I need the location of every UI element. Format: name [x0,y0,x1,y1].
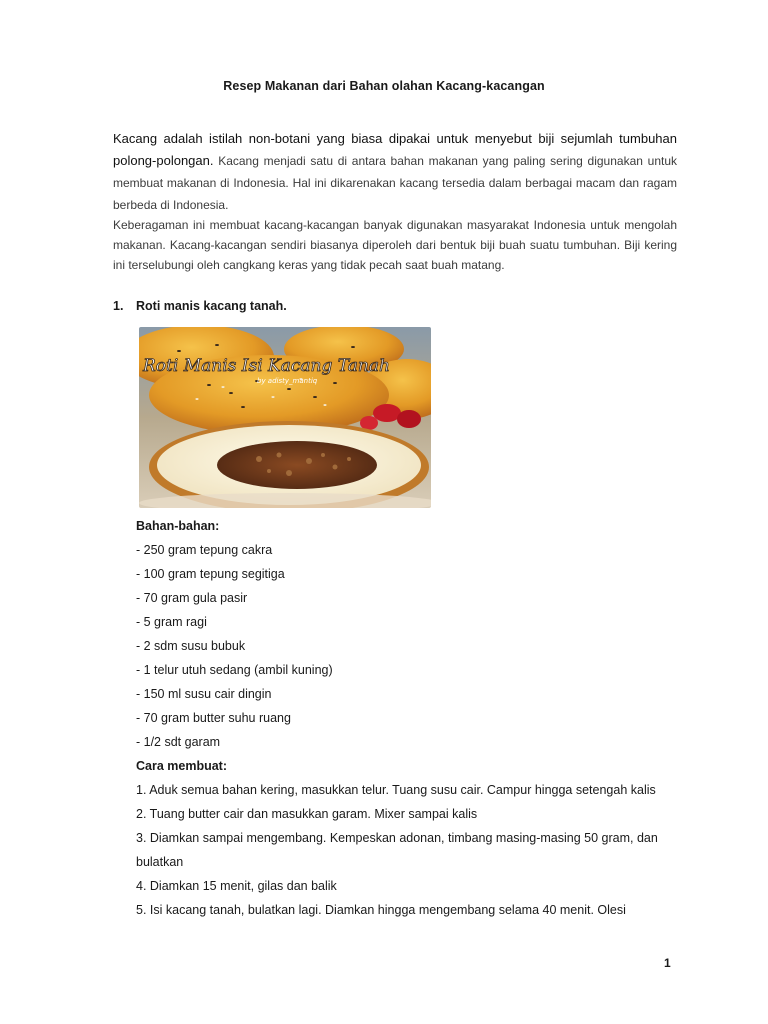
recipe-body [136,514,684,922]
bread-photo-illustration [139,327,431,508]
photo-caption: Roti Manis Isi Kacang Tanah [143,356,390,376]
ingredients-label: Bahan-bahan: [136,519,220,533]
intro-lead-body: Kacang menjadi satu di antara bahan makanan yang paling sering digunakan untuk membuat makanan di Indonesia. Hal ini dikarenakan kacang tersedia dalam berbagai macam dan ragam berbeda di Indonesia. [113,154,677,212]
method-step: 2. Tuang butter cair dan masukkan garam. Mixer sampai kalis [136,807,478,821]
ingredient-item: - 100 gram tepung segitiga [136,567,285,581]
ingredient-item: - 1/2 sdt garam [136,735,221,749]
method-step: 4. Diamkan 15 menit, gilas dan balik [136,879,337,893]
intro-section [113,128,677,275]
ingredient-item: - 2 sdm susu bubuk [136,639,246,653]
recipe-photo [139,327,431,508]
page-number: 1 [664,956,671,970]
method-step: 3. Diamkan sampai mengembang. Kempeskan adonan, timbang masing-masing 50 gram, dan bulatkan [136,831,658,869]
ingredient-item: - 250 gram tepung cakra [136,543,273,557]
section-number: 1. [113,299,124,313]
ingredient-item: - 150 ml susu cair dingin [136,687,272,701]
method-steps [136,778,684,922]
section-title: Roti manis kacang tanah. [136,299,287,313]
photo-credit: by adisty_mantiq [257,377,318,385]
section-heading [113,299,287,313]
document-title: Resep Makanan dari Bahan olahan Kacang-kacangan [223,79,545,93]
method-step: 1. Aduk semua bahan kering, masukkan telur. Tuang susu cair. Campur hingga setengah kalis [136,783,656,797]
ingredient-item: - 1 telur utuh sedang (ambil kuning) [136,663,333,677]
ingredient-item: - 70 gram butter suhu ruang [136,711,291,725]
intro-paragraph-2: Keberagaman ini membuat kacang-kacangan banyak digunakan masyarakat Indonesia untuk mengolah makanan. Kacang-kacangan sendiri biasanya diperoleh dari bentuk biji buah suatu tumbuhan. Biji kering ini terselubungi oleh cangkang keras yang tidak pecah saat buah matang. [113,218,677,272]
method-label: Cara membuat: [136,759,227,773]
method-step: 5. Isi kacang tanah, bulatkan lagi. Diamkan hingga mengembang selama 40 menit. Olesi [136,903,626,917]
ingredient-item: - 70 gram gula pasir [136,591,248,605]
ingredient-item: - 5 gram ragi [136,615,207,629]
intro-lead-sentence: Kacang adalah istilah non-botani yang biasa dipakai untuk menyebut biji sejumlah tumbuhan polong-polongan. [113,131,677,168]
ingredients-list [136,538,684,754]
intro-paragraph-1 [113,128,677,216]
